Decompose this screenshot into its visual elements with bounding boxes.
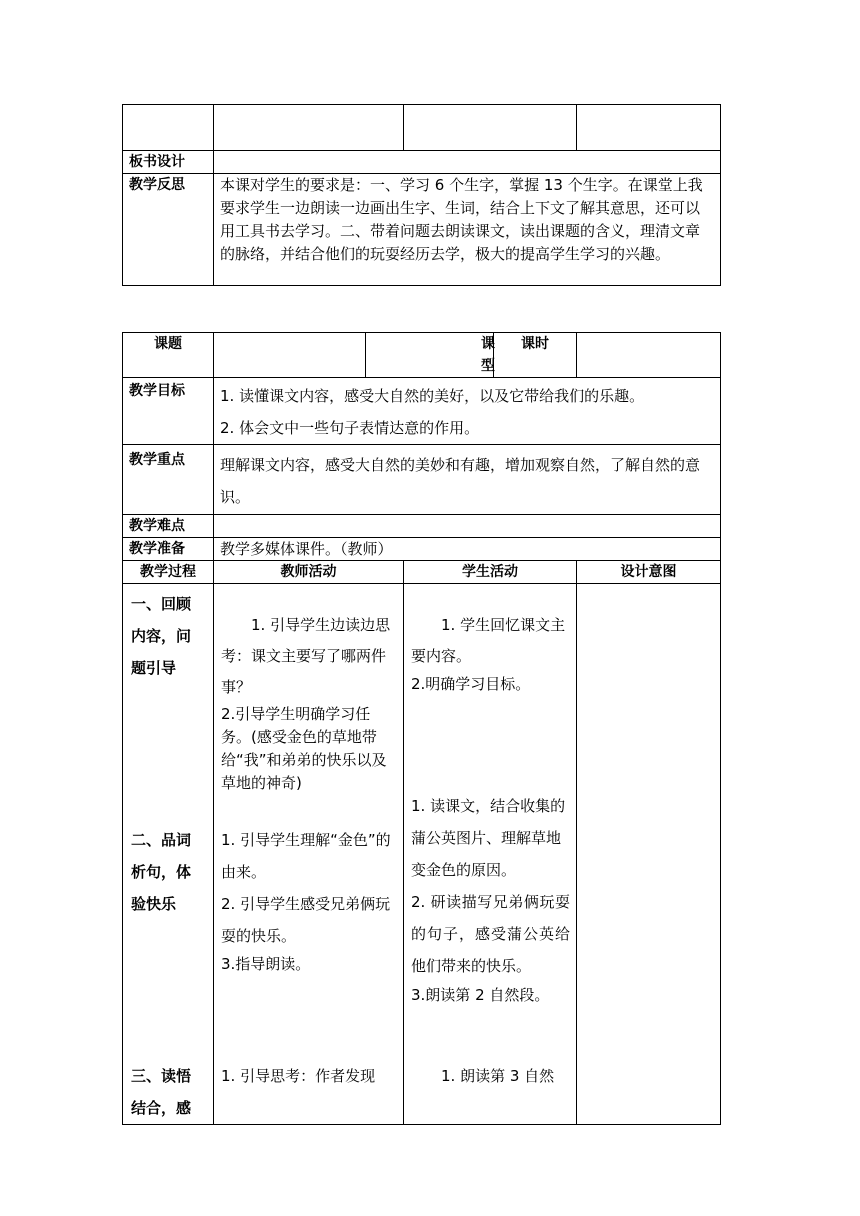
empty-cell [404, 105, 577, 151]
empty-cell [577, 105, 721, 151]
teacher-activity-header: 教师活动 [214, 561, 404, 584]
teacher-stage-1 [221, 610, 397, 795]
stage-3: 三、读悟 结合，感 [131, 1067, 192, 1117]
student-item: 2.明确学习目标。 [411, 675, 531, 693]
student-activity-header: 学生活动 [404, 561, 577, 584]
lesson-title-value [214, 333, 366, 378]
objective-1: 1. 读懂课文内容，感受大自然的美好，以及它带给我们的乐趣。 [220, 387, 645, 405]
stage-2: 二、品词 析句，体 验快乐 [131, 831, 192, 913]
empty-cell [123, 105, 214, 151]
teacher-item: 2.引导学生明确学习任务。(感受金色的草地带给“我”和弟弟的快乐以及草地的神奇) [221, 705, 387, 792]
student-item: 2. 研读描写兄弟俩玩耍的句子，感受蒲公英给他们带来的快乐。 [411, 893, 570, 975]
student-item: 1. 读课文，结合收集的蒲公英图片、理解草地变金色的原因。 [411, 797, 566, 879]
process-label: 教学过程 [123, 561, 214, 584]
objectives-label: 教学目标 [123, 378, 214, 445]
student-stage-1 [411, 610, 570, 696]
teacher-stage-3 [221, 1060, 399, 1092]
empty-cell [214, 105, 404, 151]
student-stage-3 [411, 1060, 570, 1092]
reflection-paragraph: 本课对学生的要求是：一、学习 6 个生字，掌握 13 个生字。在课堂上我要求学生一边朗读一边画出生字、生词，结合上下文了解其意思，还可以用工具书去学习。二、带着问题去朗读课文，读出课题的含义，理清文章的脉络，并结合他们的玩耍经历去学，极大的提高学生学习的兴趣。 [220, 176, 703, 263]
teacher-item: 1. 引导学生理解“金色”的由来。 [221, 831, 391, 881]
difficulties-label: 教学难点 [123, 515, 214, 538]
student-stage-2 [411, 790, 570, 1008]
lesson-hours-value [577, 333, 721, 378]
lesson-hours-label: 课时 [494, 333, 577, 378]
teacher-item: 3.指导朗读。 [221, 955, 311, 973]
key-points-label: 教学重点 [123, 445, 214, 515]
difficulties-content [214, 515, 721, 538]
student-item: 1. 朗读第 3 自然 [441, 1067, 555, 1085]
key-points-text: 理解课文内容，感受大自然的美妙和有趣，增加观察自然，了解自然的意识。 [220, 456, 701, 506]
key-points-content [214, 445, 721, 515]
lesson-plan-table [122, 332, 721, 1125]
teacher-item: 1. 引导学生边读边思考：课文主要写了哪两件事？ [221, 616, 391, 696]
reflection-text [214, 174, 721, 286]
blackboard-design-label: 板书设计 [123, 151, 214, 174]
objective-2: 2. 体会文中一些句子表情达意的作用。 [220, 419, 480, 437]
objectives-content [214, 378, 721, 445]
reflection-table [122, 104, 721, 286]
stage-1: 一、回顾 内容，问 题引导 [131, 595, 192, 677]
lesson-type-label: 课型 [366, 333, 494, 378]
stage-column [123, 584, 214, 1125]
student-item: 3.朗读第 2 自然段。 [411, 986, 550, 1004]
student-item: 1. 学生回忆课文主要内容。 [411, 616, 566, 665]
design-intent-header: 设计意图 [577, 561, 721, 584]
preparation-label: 教学准备 [123, 538, 214, 561]
reflection-label: 教学反思 [123, 174, 214, 286]
student-activity-column [404, 584, 577, 1125]
teacher-item: 1. 引导思考：作者发现 [221, 1067, 376, 1085]
teacher-activity-column [214, 584, 404, 1125]
blackboard-design-content [214, 151, 721, 174]
teacher-stage-2 [221, 824, 399, 976]
preparation-content: 教学多媒体课件。（教师） [214, 538, 721, 561]
lesson-title-label: 课题 [123, 333, 214, 378]
design-intent-column [577, 584, 721, 1125]
teacher-item: 2. 引导学生感受兄弟俩玩耍的快乐。 [221, 895, 391, 945]
